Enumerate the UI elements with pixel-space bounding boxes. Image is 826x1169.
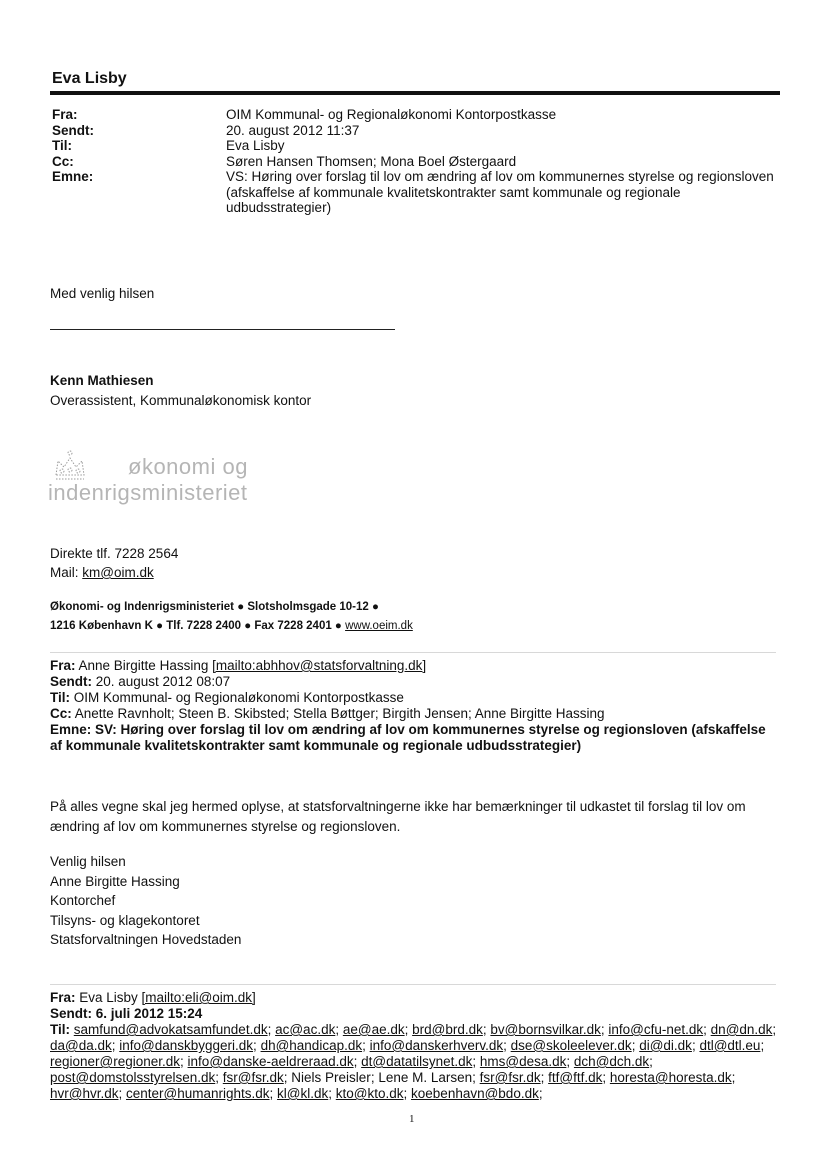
phone-line: Direkte tlf. 7228 2564 — [50, 546, 179, 561]
closing-line: Tilsyns- og klagekontoret — [50, 912, 200, 928]
recipient-email-link[interactable]: samfund@advokatsamfundet.dk — [73, 1022, 268, 1037]
fwd1-from-row — [50, 658, 780, 674]
recipient-email-link[interactable]: dtl@dtl.eu — [699, 1038, 761, 1053]
address-line-2-text: 1216 København K ● Tlf. 7228 2400 ● Fax 7228 2401 ● — [50, 620, 346, 632]
fwd2-mailto-link[interactable]: [mailto:eli@oim.dk] — [141, 990, 256, 1005]
fwd2-to-label: Til: — [50, 1022, 70, 1037]
recipient-email-link[interactable]: dn@dn.dk — [710, 1022, 773, 1037]
to-label: Til: — [52, 138, 72, 153]
logo-text-line2: indenrigsministeriet — [48, 480, 248, 505]
recipient-list: samfund@advokatsamfundet.dk; ac@ac.dk; ae@ae.dk; brd@brd.dk; bv@bornsvilkar.dk; info@cfu-net.dk; dn@dn.dk; da@da.dk; info@danskbyggeri.dk; dh@handicap.dk; info@danskerhverv.dk; dse@skoleelever.dk; di@di.dk; dtl@dtl.eu; regioner@regioner.dk; info@danske-aeldreraad.dk; dt@datatilsynet.dk; hms@desa.dk; dch@dch.dk; post@domstolsstyrelsen.dk; fsr@fsr.dk; Niels Preisler; Lene M. Larsen; fsr@fsr.dk; ftf@ftf.dk; horesta@horesta.dk; hvr@hvr.dk; center@humanrights.dk; kl@kl.dk; kto@kto.dk; koebenhavn@bdo.dk; — [50, 1022, 777, 1101]
recipient-email-link[interactable]: regioner@regioner.dk — [50, 1054, 181, 1069]
header-subject-row — [52, 169, 782, 216]
document-title: Eva Lisby — [52, 70, 127, 87]
recipient-email-link[interactable]: da@da.dk — [50, 1038, 112, 1053]
fwd1-to-label: Til: — [50, 690, 70, 705]
recipient-email-link[interactable]: ae@ae.dk — [342, 1022, 405, 1037]
recipient-email-link[interactable]: kto@kto.dk — [335, 1086, 404, 1101]
fwd1-cc-value: Anette Ravnholt; Steen B. Skibsted; Stella Bøttger; Birgith Jensen; Anne Birgitte Hassing — [71, 706, 605, 721]
fwd1-mailto-link[interactable]: [mailto:abhhov@statsforvaltning.dk] — [212, 658, 427, 673]
fwd2-sent-row — [50, 1006, 780, 1022]
header-cc-row — [52, 154, 782, 170]
sent-value: 20. august 2012 11:37 — [226, 122, 360, 138]
fwd2-from-row — [50, 990, 780, 1006]
header-to-row — [52, 138, 782, 154]
recipient-email-link[interactable]: fsr@fsr.dk — [222, 1070, 284, 1085]
recipient-email-link[interactable]: info@danskerhverv.dk — [369, 1038, 504, 1053]
fwd2-sent-value: 6. juli 2012 15:24 — [92, 1006, 203, 1021]
recipient-email-link[interactable]: brd@brd.dk — [412, 1022, 483, 1037]
website-link[interactable]: www.oeim.dk — [345, 620, 413, 632]
recipient-email-link[interactable]: ac@ac.dk — [275, 1022, 336, 1037]
message-body: På alles vegne skal jeg hermed oplyse, at statsforvaltningerne ikke har bemærkninger til udkastet til forslag til lov om ændring af lov om kommunernes styrelse og regionsloven. — [50, 799, 746, 834]
signature-name: Kenn Mathiesen — [50, 373, 154, 388]
fwd1-subject-value: SV: Høring over forslag til lov om ændring af lov om kommunernes styrelse og regionsloven (afskaffelse af kommunale kvalitetskontrakter samt kommunale og regionale udbudsstrategier) — [50, 722, 766, 753]
closing-line: Kontorchef — [50, 893, 116, 908]
fwd1-cc-label: Cc: — [50, 706, 72, 721]
recipient-email-link[interactable]: koebenhavn@bdo.dk — [411, 1086, 539, 1101]
address-line-2 — [50, 617, 413, 636]
fwd1-from-label: Fra: — [50, 658, 76, 673]
fwd1-from-name: Anne Birgitte Hassing — [75, 658, 213, 673]
fwd2-to-row — [50, 1022, 780, 1102]
recipient-email-link[interactable]: post@domstolsstyrelsen.dk — [50, 1070, 216, 1085]
header-from-row — [52, 107, 782, 123]
recipient-email-link[interactable]: kl@kl.dk — [277, 1086, 329, 1101]
fwd1-to-row — [50, 690, 780, 706]
to-value: Eva Lisby — [226, 138, 285, 153]
page-number: 1 — [409, 1113, 415, 1125]
forward-divider — [50, 652, 776, 653]
recipient-email-link[interactable]: di@di.dk — [639, 1038, 692, 1053]
closing-line: Statsforvaltningen Hovedstaden — [50, 932, 242, 947]
signature-title: Overassistent, Kommunaløkonomisk kontor — [50, 393, 312, 408]
cc-label: Cc: — [52, 153, 74, 169]
recipient-name: Niels Preisler — [291, 1070, 371, 1085]
fwd1-subject-row — [50, 722, 780, 754]
recipient-email-link[interactable]: info@danske-aeldreraad.dk — [187, 1054, 354, 1069]
address-line-1: Økonomi- og Indenrigsministeriet ● Slotsholmsgade 10-12 ● — [50, 601, 379, 613]
recipient-email-link[interactable]: center@humanrights.dk — [126, 1086, 270, 1101]
fwd1-sent-label: Sendt: — [50, 674, 92, 689]
mail-line — [50, 563, 178, 582]
recipient-email-link[interactable]: fsr@fsr.dk — [479, 1070, 541, 1085]
recipient-email-link[interactable]: dch@dch.dk — [573, 1054, 650, 1069]
fwd2-sent-label: Sendt: — [50, 1006, 92, 1021]
forward-divider — [50, 984, 776, 985]
closing-line: Venlig hilsen — [50, 854, 126, 869]
subject-value: VS: Høring over forslag til lov om ændring af lov om kommunernes styrelse og regionsloven (afskaffelse af kommunale kvalitetskontrakter samt kommunale og regionale udbudsstrategier) — [226, 169, 774, 215]
fwd1-sent-row — [50, 674, 780, 690]
ministry-address — [50, 598, 413, 636]
recipient-email-link[interactable]: dh@handicap.dk — [260, 1038, 363, 1053]
recipient-email-link[interactable]: ftf@ftf.dk — [548, 1070, 603, 1085]
subject-label: Emne: — [52, 169, 94, 184]
fwd2-from-label: Fra: — [50, 990, 76, 1005]
forwarded-message-1 — [50, 658, 780, 754]
cc-value: Søren Hansen Thomsen; Mona Boel Østergaard — [226, 153, 517, 169]
contact-info — [50, 544, 178, 582]
recipient-email-link[interactable]: horesta@horesta.dk — [609, 1070, 732, 1085]
recipient-email-link[interactable]: info@cfu-net.dk — [608, 1022, 704, 1037]
closing-line: Anne Birgitte Hassing — [50, 873, 180, 889]
header-sent-row — [52, 123, 782, 139]
recipient-email-link[interactable]: bv@bornsvilkar.dk — [490, 1022, 601, 1037]
fwd1-sent-value: 20. august 2012 08:07 — [92, 674, 231, 689]
logo-text-line1: økonomi og — [128, 454, 248, 479]
closing-signature — [50, 852, 241, 950]
fwd2-from-name: Eva Lisby — [75, 990, 142, 1005]
fwd1-to-value: OIM Kommunal- og Regionaløkonomi Kontorpostkasse — [70, 690, 404, 705]
from-label: Fra: — [52, 107, 78, 122]
ministry-logo — [48, 445, 278, 511]
forwarded-message-2 — [50, 990, 780, 1102]
mail-label: Mail: — [50, 565, 83, 580]
fwd1-cc-row — [50, 706, 780, 722]
signature-divider — [50, 329, 395, 330]
fwd1-subject-label: Emne: — [50, 722, 92, 737]
mail-link[interactable]: km@oim.dk — [82, 565, 154, 580]
greeting: Med venlig hilsen — [50, 286, 155, 301]
recipient-email-link[interactable]: hms@desa.dk — [479, 1054, 567, 1069]
recipient-email-link[interactable]: dt@datatilsynet.dk — [361, 1054, 473, 1069]
title-divider — [50, 91, 780, 95]
recipient-email-link[interactable]: dse@skoleelever.dk — [510, 1038, 632, 1053]
from-value: OIM Kommunal- og Regionaløkonomi Kontorpostkasse — [226, 107, 557, 122]
crown-icon — [52, 449, 88, 483]
recipient-email-link[interactable]: hvr@hvr.dk — [50, 1086, 119, 1101]
recipient-email-link[interactable]: info@danskbyggeri.dk — [119, 1038, 254, 1053]
email-header — [52, 107, 782, 216]
recipient-name: Lene M. Larsen — [378, 1070, 473, 1085]
sent-label: Sendt: — [52, 122, 94, 138]
